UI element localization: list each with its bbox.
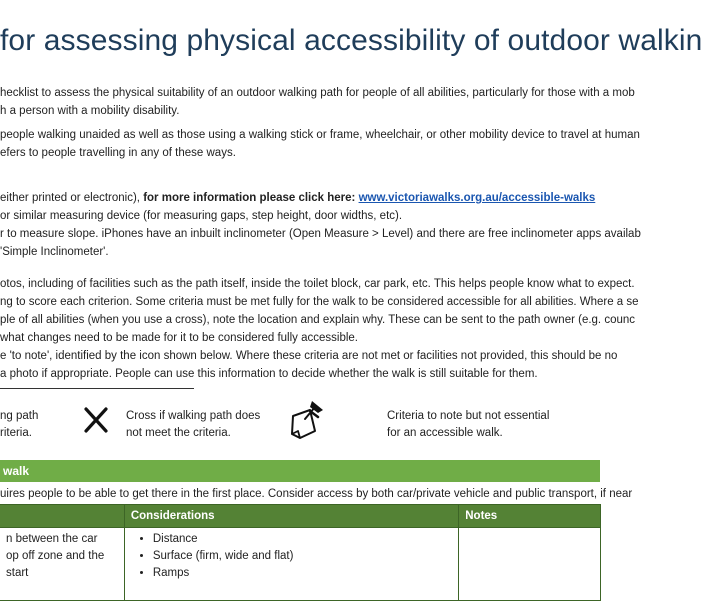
intro-line-1: hecklist to assess the physical suitability of an outdoor walking path for people of all abilities, particularly for those with a mob: [0, 87, 635, 99]
requirement-3-line-2: 'Simple Inclinometer'.: [0, 246, 109, 258]
instruction-line-4: what changes need to be made for it to be considered fully accessible.: [0, 332, 358, 344]
instruction-line-1: otos, including of facilities such as the path itself, inside the toilet block, car park, etc. This helps people know what to expect.: [0, 278, 635, 290]
instruction-line-2: ng to score each criterion. Some criteria must be met fully for the walk to be considered accessible for all abilities. Where a se: [0, 296, 639, 308]
table-row: [0, 528, 601, 601]
table-header-row: [0, 505, 601, 528]
legend-tick-line-2: riteria.: [0, 427, 32, 439]
section-band-label: walk: [3, 464, 30, 478]
victoriawalks-link[interactable]: www.victoriawalks.org.au/accessible-walks: [358, 192, 596, 204]
cross-icon: [82, 405, 110, 435]
divider-line: [0, 388, 194, 389]
legend-note-line-1: Criteria to note but not essential: [387, 410, 550, 422]
header-notes: Notes: [459, 505, 601, 528]
list-item: • Distance: [153, 531, 452, 548]
considerations-list: [131, 531, 452, 582]
para2-line-1: people walking unaided as well as those using a walking stick or frame, wheelchair, or other mobility device to travel at human: [0, 129, 640, 141]
list-item: • Ramps: [153, 565, 452, 582]
more-info-label: for more information please click here:: [143, 192, 359, 204]
header-considerations: Considerations: [124, 505, 458, 528]
legend-tick-line-1: ng path: [0, 410, 39, 422]
requirement-3-line-1: r to measure slope. iPhones have an inbuilt inclinometer (Open Measure > Level) and there are free inclinometer apps availab: [0, 228, 641, 240]
criteria-table: [0, 504, 601, 601]
intro-line-2: h a person with a mobility disability.: [0, 105, 180, 117]
list-item: • Surface (firm, wide and flat): [153, 548, 452, 565]
criterion-line-1: n between the car: [6, 533, 98, 545]
instruction-line-5: e 'to note', identified by the icon shown below. Where these criteria are not met or facilities not provided, this should be no: [0, 350, 618, 362]
page-title: for assessing physical accessibility of outdoor walkin: [0, 24, 702, 57]
instruction-line-3: ple of all abilities (when you use a cross), note the location and explain why. These can be sent to the path owner (e.g. counc: [0, 314, 636, 326]
considerations-cell: [124, 528, 458, 601]
requirement-1-text: either printed or electronic),: [0, 192, 144, 204]
header-criterion: [0, 505, 124, 528]
legend-note-line-2: for an accessible walk.: [387, 427, 503, 439]
legend-cross-line-1: Cross if walking path does: [126, 410, 261, 422]
section-intro: uires people to be able to get there in the first place. Consider access by both car/private vehicle and public transport, if near: [0, 488, 633, 500]
criterion-line-2: op off zone and the start: [6, 550, 105, 579]
requirement-2: or similar measuring device (for measuring gaps, step height, door widths, etc).: [0, 210, 403, 222]
criterion-cell: [0, 528, 124, 601]
para2-line-2: efers to people travelling in any of these ways.: [0, 147, 236, 159]
instruction-line-6: a photo if appropriate. People can use this information to decide whether the walk is still suitable for them.: [0, 368, 538, 380]
notes-cell[interactable]: [459, 528, 601, 601]
pin-note-icon: [288, 398, 328, 442]
requirement-1: [0, 189, 595, 207]
legend-cross-line-2: not meet the criteria.: [126, 427, 231, 439]
section-band: [0, 460, 600, 482]
